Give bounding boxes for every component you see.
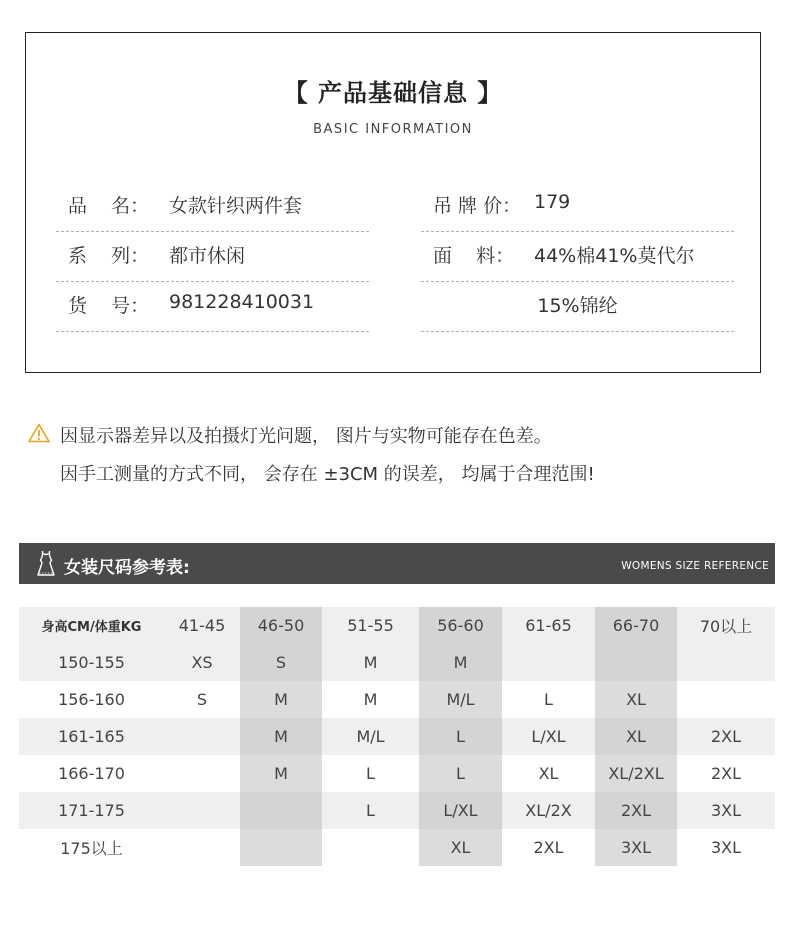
size-cell: S — [196, 690, 208, 709]
size-cell: M — [240, 755, 322, 792]
size-cell: XL — [538, 764, 559, 783]
size-cell: M — [419, 644, 502, 681]
info-row-price — [421, 183, 734, 232]
height-cell: 150-155 — [19, 644, 164, 681]
size-cell: M — [240, 681, 322, 718]
height-cell: 161-165 — [19, 718, 164, 755]
size-cell: L — [419, 755, 502, 792]
size-cell — [322, 829, 419, 866]
table-row — [19, 718, 775, 755]
size-chart-title: 女装尺码参考表: — [64, 558, 190, 578]
header-cell: 46-50 — [240, 607, 322, 644]
size-cell: M — [240, 718, 322, 755]
size-cell: XS — [164, 644, 240, 681]
size-cell: L/XL — [502, 718, 595, 755]
size-table-header — [19, 607, 775, 644]
info-label: 面 料： — [433, 245, 515, 267]
header-cell: 56-60 — [419, 607, 502, 644]
table-row — [19, 792, 775, 829]
size-cell: 2XL — [677, 718, 775, 755]
table-row — [19, 644, 775, 681]
info-row-fabric-continued — [421, 283, 734, 332]
size-cell — [164, 718, 240, 755]
size-chart-banner — [19, 543, 775, 584]
size-cell: XL/2XL — [595, 755, 677, 792]
size-cell — [595, 644, 677, 681]
notice-line-1: 因显示器差异以及拍摄灯光问题， 图片与实物可能存在色差。 — [60, 426, 552, 447]
info-label: 系 列： — [68, 245, 150, 267]
notice-line-2: 因手工测量的方式不同， 会存在 ±3CM 的误差， 均属于合理范围! — [60, 464, 595, 485]
header-cell: 41-45 — [164, 607, 240, 644]
table-row — [19, 829, 775, 866]
header-cell: 61-65 — [502, 607, 595, 644]
size-cell: M/L — [322, 718, 419, 755]
size-cell — [502, 644, 595, 681]
size-cell — [240, 829, 322, 866]
size-cell — [164, 792, 240, 829]
size-cell: M — [363, 690, 378, 709]
size-cell: L/XL — [419, 792, 502, 829]
header-cell: 66-70 — [595, 607, 677, 644]
info-value: 都市休闲 — [169, 245, 246, 267]
size-cell: XL — [419, 829, 502, 866]
size-cell: M — [322, 644, 419, 681]
size-cell: L — [366, 764, 375, 783]
size-cell: 3XL — [595, 829, 677, 866]
info-left-column — [56, 183, 369, 333]
height-cell: 171-175 — [19, 792, 164, 829]
size-cell — [677, 644, 775, 681]
info-label: 货 号： — [68, 295, 150, 317]
size-cell: L — [544, 690, 553, 709]
header-cell: 51-55 — [322, 607, 419, 644]
size-cell: L — [322, 792, 419, 829]
info-row-series — [56, 233, 369, 282]
size-cell — [240, 792, 322, 829]
size-cell: M/L — [419, 681, 502, 718]
table-row — [19, 681, 775, 718]
dress-icon — [37, 550, 55, 577]
info-value: 女款针织两件套 — [169, 195, 303, 217]
info-right-column — [421, 183, 734, 333]
size-cell: 2XL — [533, 838, 564, 857]
header-cell: 70以上 — [677, 607, 775, 644]
size-cell: XL — [595, 718, 677, 755]
size-cell: 2XL — [595, 792, 677, 829]
size-cell: XL — [595, 681, 677, 718]
info-subtitle: BASIC INFORMATION — [313, 122, 473, 137]
info-value: 981228410031 — [169, 291, 315, 313]
header-cell: 身高CM/体重KG — [19, 607, 164, 644]
size-cell — [164, 755, 240, 792]
table-row — [19, 755, 775, 792]
size-cell: S — [240, 644, 322, 681]
size-cell — [677, 681, 775, 718]
info-title: 【 产品基础信息 】 — [283, 79, 503, 107]
height-cell: 175以上 — [60, 839, 123, 858]
info-label: 吊 牌 价： — [433, 195, 522, 217]
warning-icon — [28, 423, 50, 443]
size-cell: 2XL — [710, 764, 742, 783]
size-chart-subtitle: WOMENS SIZE REFERENCE — [621, 560, 769, 572]
size-cell: 3XL — [677, 792, 775, 829]
size-cell — [164, 829, 240, 866]
info-value: 15%锦纶 — [537, 295, 618, 317]
info-row-fabric — [421, 233, 734, 282]
size-table — [19, 607, 775, 866]
size-cell: L — [419, 718, 502, 755]
size-cell: 3XL — [710, 838, 742, 857]
height-cell: 156-160 — [58, 690, 125, 709]
info-value: 179 — [534, 191, 571, 213]
info-value: 44%棉41%莫代尔 — [534, 245, 695, 267]
size-cell: XL/2X — [502, 792, 595, 829]
info-label: 品 名： — [68, 195, 150, 217]
info-row-item-number — [56, 283, 369, 332]
product-info-panel — [25, 32, 761, 373]
height-cell: 166-170 — [58, 764, 125, 783]
info-row-name — [56, 183, 369, 232]
